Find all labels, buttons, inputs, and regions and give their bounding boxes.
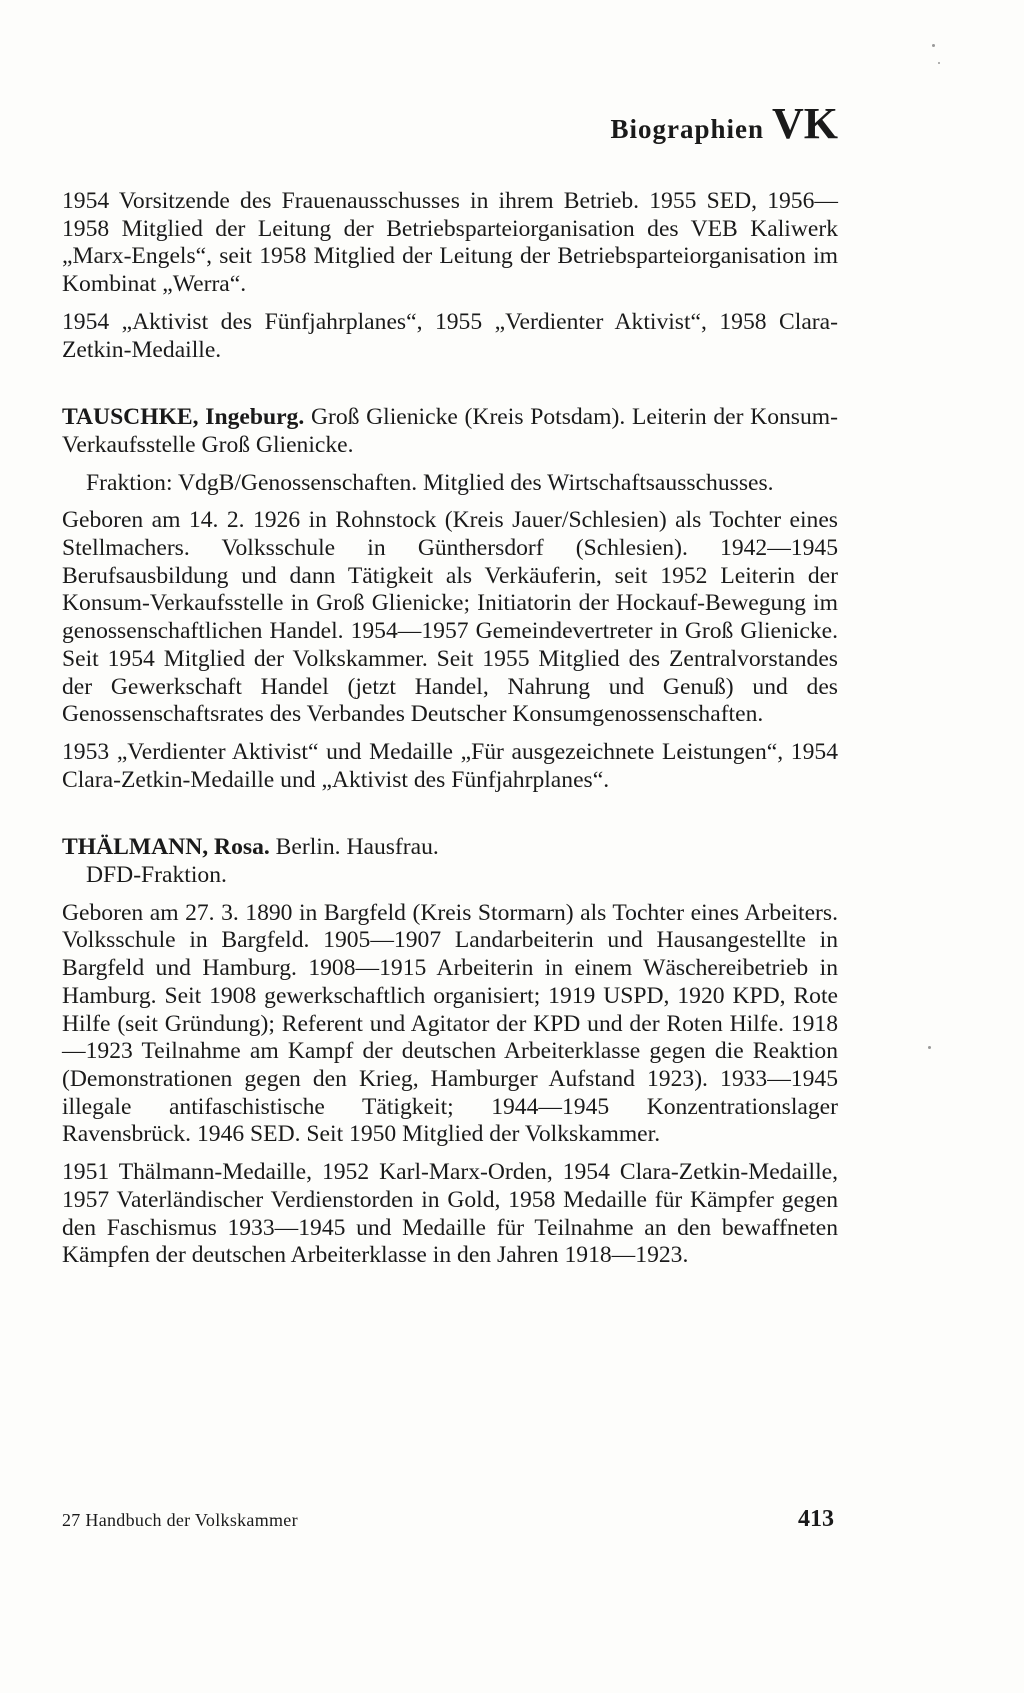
entry-thaelmann bbox=[62, 834, 838, 1270]
scan-speck bbox=[938, 62, 940, 64]
page-footer bbox=[62, 1506, 838, 1536]
page-number: 413 bbox=[798, 1506, 834, 1532]
paragraph-previous-career: 1954 Vorsitzende des Frauenausschusses in ihrem Betrieb. 1955 SED, 1956—1958 Mitglied der Leitung der Betriebsparteiorganisation des VEB Kaliwerk „Marx-Engels“, seit 1958 Mitglied der Leitung der Betriebsparteiorganisation im Kombinat „Werra“. bbox=[62, 188, 838, 298]
entry-location-role: Berlin. Hausfrau. bbox=[275, 834, 439, 861]
entry-name: TAUSCHKE, Ingeburg. bbox=[62, 404, 305, 431]
entry-tauschke bbox=[62, 404, 838, 794]
running-header bbox=[610, 98, 838, 149]
header-title: Biographien bbox=[610, 114, 764, 144]
scan-speck bbox=[928, 1046, 931, 1049]
entry-name: THÄLMANN, Rosa. bbox=[62, 834, 270, 861]
scan-speck bbox=[932, 44, 935, 47]
footer-signature: 27 Handbuch der Volkskammer bbox=[62, 1510, 298, 1530]
entry-heading bbox=[62, 834, 838, 862]
entry-awards: 1953 „Verdienter Aktivist“ und Medaille „Für ausgezeichnete Leistungen“, 1954 Clara-Zetkin-Medaille und „Aktivist des Fünfjahrplanes“. bbox=[62, 738, 838, 793]
entry-fraktion: Fraktion: VdgB/Genossenschaften. Mitglied des Wirtschaftsausschusses. bbox=[86, 469, 774, 496]
entry-awards: 1951 Thälmann-Medaille, 1952 Karl-Marx-Orden, 1954 Clara-Zetkin-Medaille, 1957 Vaterländischer Verdienstorden in Gold, 1958 Medaille für Kämpfer gegen den Faschismus 1933—1945 und Medaille für Teilnahme an den bewaffneten Kämpfen der deutschen Arbeiterklasse in den Jahren 1918—1923. bbox=[62, 1159, 838, 1269]
entry-biography: Geboren am 27. 3. 1890 in Bargfeld (Kreis Stormarn) als Tochter eines Arbeiters. Volksschule in Bargfeld. 1905—1907 Landarbeiterin und Hausangestellte in Bargfeld und Hamburg. 1908—1915 Arbeiterin in einem Wäschereibetrieb in Hamburg. Seit 1908 gewerkschaftlich organisiert; 1919 USPD, 1920 KPD, Rote Hilfe (seit Gründung); Referent und Agitator der KPD und der Roten Hilfe. 1918—1923 Teilnahme am Kampf der deutschen Arbeiterklasse gegen die Reaktion (Demonstrationen gegen den Krieg, Hamburger Aufstand 1923). 1933—1945 illegale antifaschistische Tätigkeit; 1944—1945 Konzentrationslager Ravensbrück. 1946 SED. Seit 1950 Mitglied der Volkskammer. bbox=[62, 899, 838, 1148]
entry-biography: Geboren am 14. 2. 1926 in Rohnstock (Kreis Jauer/Schlesien) als Tochter eines Stellmachers. Volksschule in Günthersdorf (Schlesien). 1942—1945 Berufsausbildung und dann Tätigkeit als Verkäuferin, seit 1952 Leiterin der Konsum-Verkaufsstelle in Groß Glienicke; Initiatorin der Hockauf-Bewegung im genossenschaftlichen Handel. 1954—1957 Gemeindevertreter in Groß Glienicke. Seit 1954 Mitglied der Volkskammer. Seit 1955 Mitglied des Zentralvorstandes der Gewerkschaft Handel (jetzt Handel, Nahrung und Genuß) und des Genossenschaftsrates des Verbandes Deutscher Konsumgenossenschaften. bbox=[62, 507, 838, 728]
entry-fraktion: DFD-Fraktion. bbox=[86, 862, 227, 889]
page-body bbox=[62, 188, 838, 1270]
paragraph-previous-awards: 1954 „Aktivist des Fünfjahrplanes“, 1955 „Verdienter Aktivist“, 1958 Clara-Zetkin-Medaille. bbox=[62, 308, 838, 363]
entry-heading bbox=[62, 404, 838, 459]
header-section-mark: VK bbox=[772, 99, 838, 148]
entry-location-role: Groß Glienicke (Kreis Potsdam). Leiterin der Konsum-Verkaufsstelle Groß Glienicke. bbox=[62, 404, 838, 458]
